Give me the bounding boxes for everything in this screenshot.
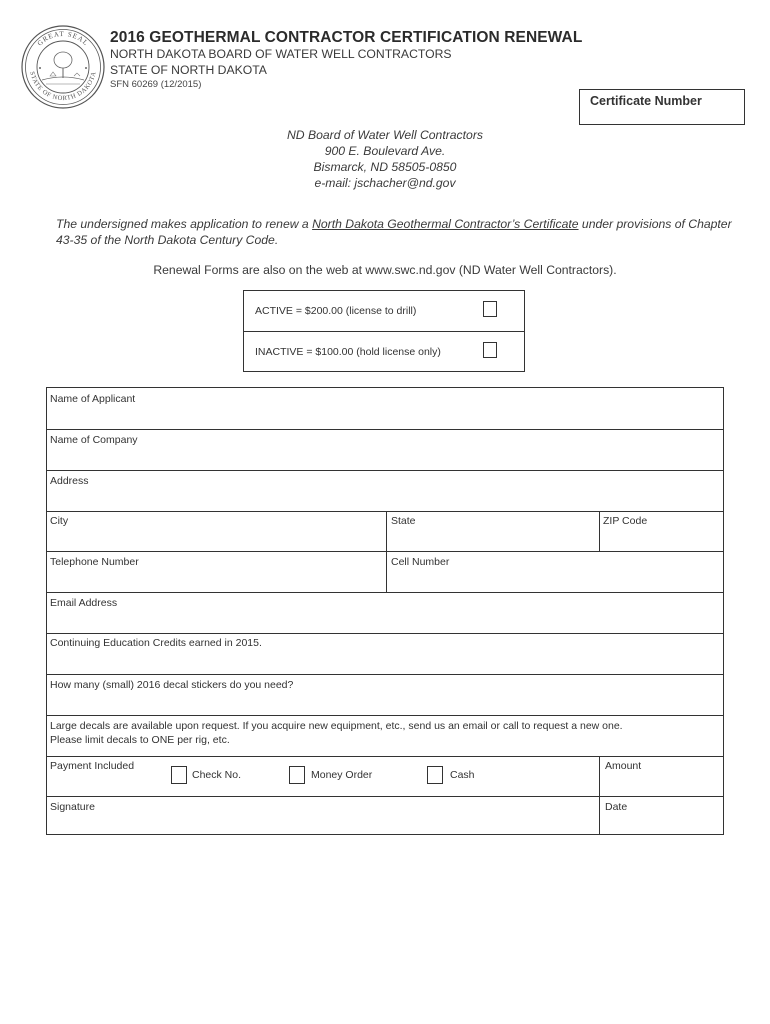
date-field[interactable]: Date bbox=[605, 801, 628, 813]
signature-field[interactable]: Signature bbox=[50, 801, 95, 813]
form-title: 2016 GEOTHERMAL CONTRACTOR CERTIFICATION RENEWAL bbox=[110, 29, 583, 46]
inactive-checkbox[interactable] bbox=[483, 342, 497, 358]
large-decals-note: Large decals are available upon request. If you acquire new equipment, etc., send us an email or call to request a new one. Please limit decals to ONE per rig, etc. bbox=[50, 720, 623, 746]
state-field[interactable]: State bbox=[391, 515, 416, 527]
address-line-2: 900 E. Boulevard Ave. bbox=[324, 144, 446, 158]
ce-credits-field[interactable]: Continuing Education Credits earned in 2015. bbox=[50, 637, 262, 649]
application-form bbox=[46, 387, 724, 835]
address-line-3: Bismarck, ND 58505-0850 bbox=[313, 160, 457, 174]
decal-count-field[interactable]: How many (small) 2016 decal stickers do you need? bbox=[50, 679, 294, 691]
state-name: STATE OF NORTH DAKOTA bbox=[110, 63, 267, 77]
web-note: Renewal Forms are also on the web at www.swc.nd.gov (ND Water Well Contractors). bbox=[153, 263, 617, 277]
form-number: SFN 60269 (12/2015) bbox=[110, 79, 202, 90]
amount-field[interactable]: Amount bbox=[605, 760, 642, 772]
cash-label: Cash bbox=[450, 769, 475, 781]
state-seal-logo bbox=[20, 24, 106, 110]
active-checkbox[interactable] bbox=[483, 301, 497, 317]
money-order-checkbox[interactable] bbox=[289, 766, 305, 784]
cash-checkbox[interactable] bbox=[427, 766, 443, 784]
zip-code-field[interactable]: ZIP Code bbox=[603, 515, 648, 527]
intro-paragraph: The undersigned makes application to renew a North Dakota Geothermal Contractor’s Certificate under provisions of Chapter 43-35 of the North Dakota Century Code. bbox=[56, 217, 732, 247]
certificate-number-label: Certificate Number bbox=[590, 94, 702, 108]
check-no-checkbox[interactable] bbox=[171, 766, 187, 784]
telephone-number-field[interactable]: Telephone Number bbox=[50, 556, 139, 568]
email-address-field[interactable]: Email Address bbox=[50, 597, 118, 609]
address-field[interactable]: Address bbox=[50, 475, 89, 487]
cell-number-field[interactable]: Cell Number bbox=[391, 556, 450, 568]
name-of-company-field[interactable]: Name of Company bbox=[50, 434, 138, 446]
payment-included-label: Payment Included bbox=[50, 760, 135, 772]
certificate-link-text: North Dakota Geothermal Contractor’s Certificate bbox=[312, 217, 579, 231]
fee-divider bbox=[244, 331, 524, 332]
address-email: e-mail: jschacher@nd.gov bbox=[314, 176, 456, 190]
certificate-number-field[interactable] bbox=[579, 89, 745, 125]
city-field[interactable]: City bbox=[50, 515, 69, 527]
check-no-label: Check No. bbox=[192, 769, 242, 781]
money-order-label: Money Order bbox=[311, 769, 373, 781]
name-of-applicant-field[interactable]: Name of Applicant bbox=[50, 393, 136, 405]
svg-text:GREAT SEAL: GREAT SEAL bbox=[35, 29, 91, 48]
board-name: NORTH DAKOTA BOARD OF WATER WELL CONTRACTORS bbox=[110, 47, 452, 61]
address-line-1: ND Board of Water Well Contractors bbox=[287, 128, 483, 142]
svg-text:STATE OF NORTH DAKOTA: STATE OF NORTH DAKOTA bbox=[28, 70, 98, 103]
inactive-fee-label: INACTIVE = $100.00 (hold license only) bbox=[255, 346, 441, 358]
active-fee-label: ACTIVE = $200.00 (license to drill) bbox=[255, 305, 417, 317]
license-status-box bbox=[243, 290, 525, 372]
